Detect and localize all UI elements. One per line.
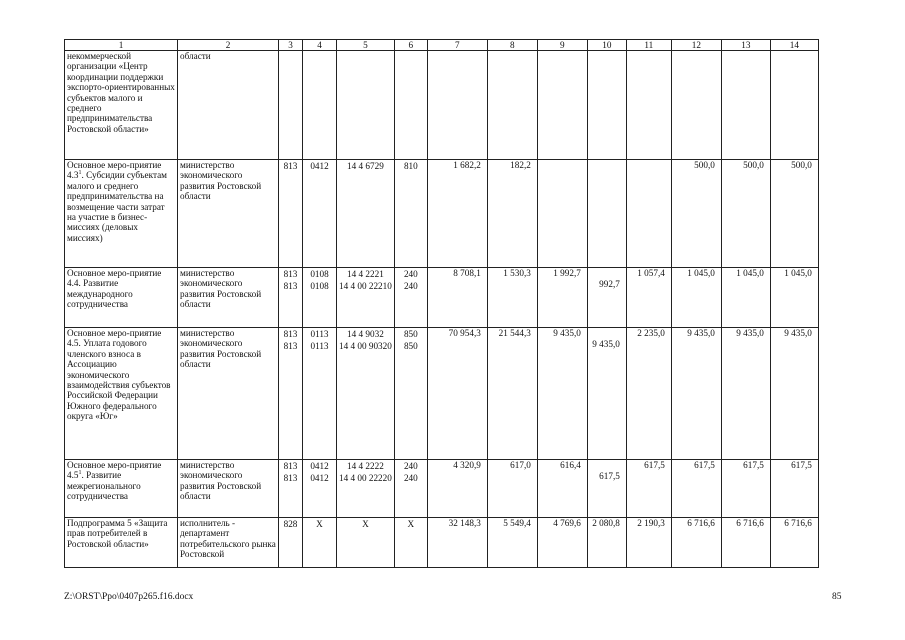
amount-cell: 500,0 — [721, 160, 770, 268]
col-number: 2 — [178, 40, 279, 51]
event-name — [65, 460, 178, 518]
table-row — [65, 460, 819, 518]
table-row — [65, 328, 819, 460]
col-number: 11 — [626, 40, 671, 51]
amount-cell: 4 320,9 — [427, 460, 487, 518]
amount-cell: 1 530,3 — [487, 268, 537, 328]
empty-cell — [537, 51, 587, 160]
grbs-code: 813 — [283, 269, 298, 279]
column-number-row — [65, 40, 819, 51]
budget-table — [64, 39, 819, 568]
csr-code: 14 4 2221 — [347, 269, 384, 279]
empty-cell — [394, 51, 427, 160]
event-name-main: Основное меро-приятие 4.3 — [67, 160, 162, 181]
amount-cell: 9 435,0 — [721, 328, 770, 460]
amount-cell: 617,5 — [770, 460, 818, 518]
col-number: 7 — [427, 40, 487, 51]
responsible-executor: министерство экономического развития Ростовской области — [178, 328, 279, 460]
event-name: Основное меро-приятие 4.4. Развитие международного сотрудничества — [65, 268, 178, 328]
vr-code: 240 — [403, 461, 418, 471]
amount-cell: 500,0 — [671, 160, 721, 268]
event-name-main: Основное меро-приятие 4.5 — [67, 460, 162, 481]
csr-code: 14 4 6729 — [347, 161, 384, 171]
event-name: Основное меро-приятие 4.5. Уплата годового членского взноса в Ассоциацию экономического взаимодействия субъектов Российской Федерации Южного федерального округа «Юг» — [65, 328, 178, 460]
rzpr-code: 0113 — [310, 329, 329, 339]
rzpr-cell — [303, 160, 337, 268]
amount-cell: 6 716,6 — [770, 518, 818, 568]
vr-code: 810 — [403, 161, 418, 171]
responsible-executor: министерство экономического развития Ростовской области — [178, 268, 279, 328]
amount-cell — [537, 160, 587, 268]
grbs-code: 813 — [283, 461, 298, 471]
grbs-cell — [279, 328, 303, 460]
rzpr-cell — [303, 518, 337, 568]
vr-code: 850 — [403, 341, 418, 351]
amount-cell: 992,7 — [587, 268, 626, 328]
vr-code: X — [407, 519, 415, 529]
csr-code: 14 4 00 22220 — [339, 473, 392, 483]
csr-code: 14 4 9032 — [347, 329, 384, 339]
grbs-code: 813 — [283, 161, 298, 171]
event-name-rest: . Субсидии субъектам малого и среднего предпринимательства на возмещение части затрат на участие в бизнес-миссиях (деловых миссиях) — [67, 170, 167, 243]
amount-cell: 1 057,4 — [626, 268, 671, 328]
amount-cell: 9 435,0 — [587, 328, 626, 460]
col-number: 6 — [394, 40, 427, 51]
col-number: 4 — [303, 40, 337, 51]
amount-cell: 9 435,0 — [537, 328, 587, 460]
vr-code: 240 — [403, 269, 418, 279]
csr-cell — [337, 328, 395, 460]
responsible-executor: области — [178, 51, 279, 160]
amount-cell: 5 549,4 — [487, 518, 537, 568]
grbs-code: 828 — [283, 519, 298, 529]
col-number: 5 — [337, 40, 395, 51]
responsible-executor: министерство экономического развития Ростовской области — [178, 460, 279, 518]
csr-cell — [337, 268, 395, 328]
table-row — [65, 518, 819, 568]
rzpr-code: X — [316, 519, 323, 529]
table-row — [65, 268, 819, 328]
table-row — [65, 51, 819, 160]
vr-cell — [394, 160, 427, 268]
empty-cell — [587, 51, 626, 160]
amount-cell: 617,0 — [487, 460, 537, 518]
amount-cell: 617,5 — [671, 460, 721, 518]
col-number: 1 — [65, 40, 178, 51]
amount-cell: 9 435,0 — [671, 328, 721, 460]
amount-cell: 2 235,0 — [626, 328, 671, 460]
vr-cell — [394, 518, 427, 568]
amount-cell: 617,5 — [721, 460, 770, 518]
csr-code: 14 4 00 22210 — [339, 281, 392, 291]
amount-cell: 617,5 — [587, 460, 626, 518]
vr-code: 240 — [403, 473, 418, 483]
amount-cell: 2 080,8 — [587, 518, 626, 568]
rzpr-code: 0108 — [310, 281, 329, 291]
amount-cell: 616,4 — [537, 460, 587, 518]
grbs-code: 813 — [283, 281, 298, 291]
footnote-mark: 1 — [78, 170, 82, 177]
amount-cell: 2 190,3 — [626, 518, 671, 568]
amount-cell: 500,0 — [770, 160, 818, 268]
amount-cell: 8 708,1 — [427, 268, 487, 328]
event-name: Подпрограмма 5 «Защита прав потребителей в Ростовской области» — [65, 518, 178, 568]
vr-code: 850 — [403, 329, 418, 339]
grbs-cell — [279, 518, 303, 568]
table-row — [65, 160, 819, 268]
amount-cell: 32 148,3 — [427, 518, 487, 568]
amount-cell: 6 716,6 — [721, 518, 770, 568]
amount-cell: 21 544,3 — [487, 328, 537, 460]
col-number: 3 — [279, 40, 303, 51]
csr-cell — [337, 460, 395, 518]
empty-cell — [626, 51, 671, 160]
col-number: 10 — [587, 40, 626, 51]
amount-cell: 1 045,0 — [721, 268, 770, 328]
empty-cell — [303, 51, 337, 160]
grbs-cell — [279, 460, 303, 518]
empty-cell — [487, 51, 537, 160]
amount-cell: 4 769,6 — [537, 518, 587, 568]
csr-cell — [337, 160, 395, 268]
amount-cell — [626, 160, 671, 268]
csr-code: 14 4 2222 — [347, 461, 384, 471]
col-number: 9 — [537, 40, 587, 51]
vr-cell — [394, 268, 427, 328]
vr-cell — [394, 460, 427, 518]
rzpr-cell — [303, 460, 337, 518]
amount-cell: 182,2 — [487, 160, 537, 268]
rzpr-cell — [303, 328, 337, 460]
col-number: 14 — [770, 40, 818, 51]
empty-cell — [337, 51, 395, 160]
rzpr-code: 0412 — [310, 473, 329, 483]
page-number: 85 — [832, 592, 842, 602]
empty-cell — [427, 51, 487, 160]
responsible-executor: министерство экономического развития Ростовской области — [178, 160, 279, 268]
amount-cell: 1 682,2 — [427, 160, 487, 268]
amount-cell: 6 716,6 — [671, 518, 721, 568]
col-number: 8 — [487, 40, 537, 51]
grbs-code: 813 — [283, 473, 298, 483]
col-number: 13 — [721, 40, 770, 51]
footnote-mark: 1 — [78, 470, 82, 477]
vr-code: 240 — [403, 281, 418, 291]
empty-cell — [279, 51, 303, 160]
grbs-code: 813 — [283, 329, 298, 339]
responsible-executor: исполнитель - департамент потребительского рынка Ростовской — [178, 518, 279, 568]
grbs-code: 813 — [283, 341, 298, 351]
grbs-cell — [279, 268, 303, 328]
csr-cell — [337, 518, 395, 568]
rzpr-code: 0113 — [310, 341, 329, 351]
rzpr-cell — [303, 268, 337, 328]
amount-cell: 1 992,7 — [537, 268, 587, 328]
csr-code: 14 4 00 90320 — [339, 341, 392, 351]
file-path: Z:\ORST\Ppo\0407p265.f16.docx — [64, 592, 194, 602]
amount-cell: 1 045,0 — [770, 268, 818, 328]
rzpr-code: 0108 — [310, 269, 329, 279]
amount-cell — [587, 160, 626, 268]
empty-cell — [721, 51, 770, 160]
col-number: 12 — [671, 40, 721, 51]
amount-cell: 70 954,3 — [427, 328, 487, 460]
event-name — [65, 160, 178, 268]
empty-cell — [770, 51, 818, 160]
rzpr-code: 0412 — [310, 161, 329, 171]
grbs-cell — [279, 160, 303, 268]
event-name-rest: . Развитие межрегионального сотрудничества — [67, 470, 141, 502]
amount-cell: 617,5 — [626, 460, 671, 518]
amount-cell: 9 435,0 — [770, 328, 818, 460]
vr-cell — [394, 328, 427, 460]
rzpr-code: 0412 — [310, 461, 329, 471]
empty-cell — [671, 51, 721, 160]
csr-code: X — [362, 519, 369, 529]
amount-cell: 1 045,0 — [671, 268, 721, 328]
event-name: некоммерческой организации «Центр координации поддержки экспорто-ориентированных субъектов малого и среднего предпринимательства Ростовской области» — [65, 51, 178, 160]
